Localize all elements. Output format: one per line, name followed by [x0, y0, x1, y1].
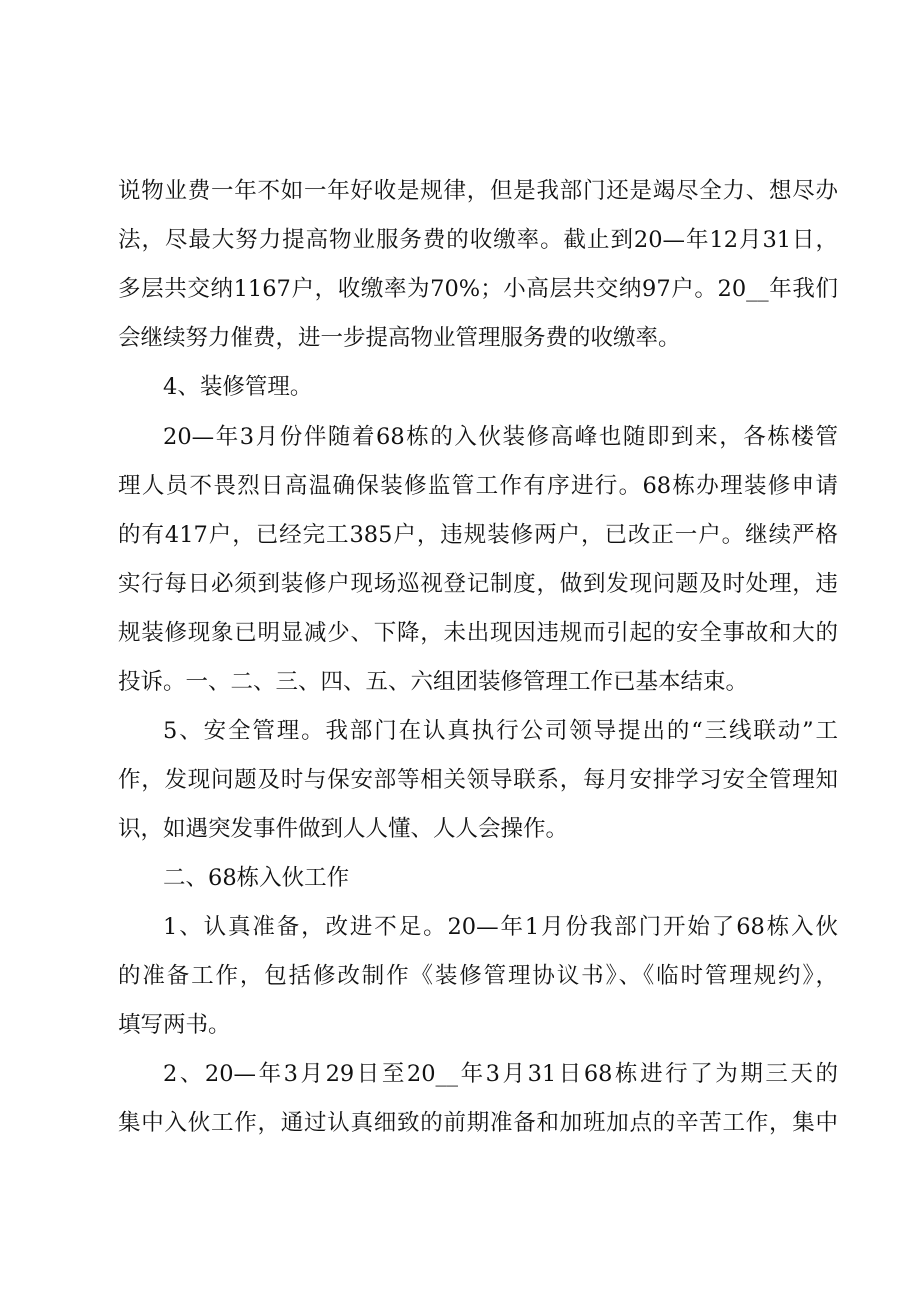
text-line: 2、20—年3月29日至20__年3月31日68栋进行了为期三天的	[163, 1061, 838, 1087]
text-line: 多层共交纳1167户，收缴率为70%；小高层共交纳97户。20__年我们	[118, 276, 838, 302]
text-line: 1、认真准备，改进不足。20—年1月份我部门开始了68栋入伙	[163, 914, 838, 940]
section-heading: 4、装修管理。	[163, 374, 313, 400]
text-line: 投诉。一、二、三、四、五、六组团装修管理工作已基本结束。	[118, 669, 749, 695]
text-line: 作，发现问题及时与保安部等相关领导联系，每月安排学习安全管理知	[118, 767, 838, 793]
text-line: 填写两书。	[118, 1012, 231, 1038]
text-line: 的准备工作，包括修改制作《装修管理协议书》、《临时管理规约》，	[118, 963, 838, 989]
text-line: 识，如遇突发事件做到人人懂、人人会操作。	[118, 816, 569, 842]
text-line: 法，尽最大努力提高物业服务费的收缴率。截止到20—年12月31日，	[118, 227, 838, 253]
text-line: 20—年3月份伴随着68栋的入伙装修高峰也随即到来，各栋楼管	[163, 424, 838, 450]
text-line: 说物业费一年不如一年好收是规律，但是我部门还是竭尽全力、想尽办	[118, 178, 838, 204]
text-line: 集中入伙工作，通过认真细致的前期准备和加班加点的辛苦工作，集中	[118, 1110, 838, 1136]
text-line: 实行每日必须到装修户现场巡视登记制度，做到发现问题及时处理，违	[118, 571, 838, 597]
text-line: 会继续努力催费，进一步提高物业管理服务费的收缴率。	[118, 325, 681, 351]
text-line: 的有417户，已经完工385户，违规装修两户，已改正一户。继续严格	[118, 522, 838, 548]
text-line: 5、安全管理。我部门在认真执行公司领导提出的“三线联动”工	[163, 718, 838, 744]
text-line: 规装修现象已明显减少、下降，未出现因违规而引起的安全事故和大的	[118, 620, 838, 646]
text-line: 理人员不畏烈日高温确保装修监管工作有序进行。68栋办理装修申请	[118, 473, 838, 499]
section-heading: 二、68栋入伙工作	[163, 865, 350, 891]
